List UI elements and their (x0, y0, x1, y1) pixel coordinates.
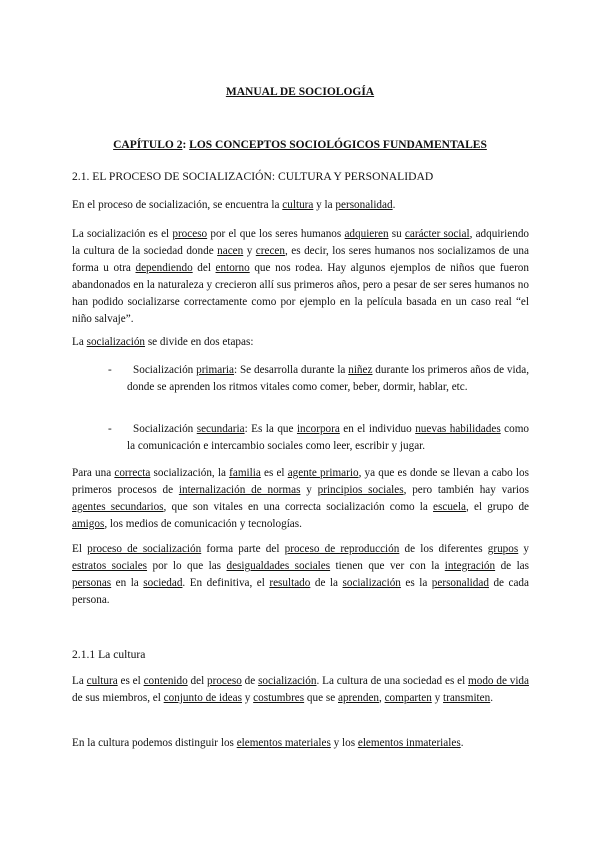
underlined-term: grupos (487, 543, 519, 555)
text-run: En la cultura podemos distinguir los (72, 737, 237, 749)
underlined-term: crecen (255, 245, 285, 257)
paragraph-socialization-definition (72, 226, 529, 328)
text-run: tienen que ver con la (330, 560, 445, 572)
underlined-term: socialización (258, 675, 317, 687)
underlined-term: entorno (215, 262, 250, 274)
underlined-term: secundaria (196, 423, 245, 435)
text-run: de sus miembros, el (72, 692, 164, 704)
underlined-term: familia (229, 467, 261, 479)
underlined-term: niñez (348, 364, 373, 376)
underlined-term: nacen (217, 245, 244, 257)
paragraph-reproduction (72, 541, 529, 609)
underlined-term: escuela (433, 501, 466, 513)
underlined-term: internalización de normas (178, 484, 301, 496)
chapter-colon: : (182, 139, 190, 151)
list-item-secondary (127, 421, 529, 455)
text-run: es la (400, 577, 432, 589)
underlined-term: elementos inmateriales (357, 737, 461, 749)
underlined-term: conjunto de ideas (163, 692, 242, 704)
text-run: su (388, 228, 405, 240)
text-run: por el que los seres humanos (207, 228, 345, 240)
underlined-term: estratos sociales (72, 560, 148, 572)
underlined-term: dependiendo (135, 262, 193, 274)
underlined-term: incorpora (296, 423, 340, 435)
text-run: La (72, 336, 87, 348)
text-run: , pero también hay varios (403, 484, 529, 496)
text-run: y (300, 484, 318, 496)
text-run: , los medios de comunicación y tecnologías. (104, 518, 302, 530)
text-run: , ya que es donde se llevan a cabo los primeros procesos de (72, 467, 529, 496)
text-run: . (460, 737, 464, 749)
text-run: . (490, 692, 494, 704)
underlined-term: sociedad (143, 577, 183, 589)
text-run: . (392, 199, 396, 211)
text-run: : Es la que (244, 423, 297, 435)
list-bullet: - (108, 364, 112, 376)
list-bullet: - (108, 423, 112, 435)
text-run: El (72, 543, 88, 555)
chapter-name: LOS CONCEPTOS SOCIOLÓGICOS FUNDAMENTALES (189, 139, 487, 151)
text-run: Socialización (133, 364, 197, 376)
document-title: MANUAL DE SOCIOLOGÍA (225, 86, 375, 98)
underlined-term: integración (444, 560, 496, 572)
text-run: , que son vitales en una correcta socialización como la (163, 501, 434, 513)
underlined-term: desigualdades sociales (226, 560, 331, 572)
paragraph-stages (72, 334, 529, 351)
chapter-heading (72, 137, 528, 154)
text-run: La (72, 675, 87, 687)
underlined-term: proceso (207, 675, 242, 687)
underlined-term: proceso (172, 228, 208, 240)
text-run: y (518, 543, 529, 555)
underlined-term: resultado (269, 577, 311, 589)
text-run: en la (111, 577, 144, 589)
text-run: y los (330, 737, 358, 749)
text-run: de (241, 675, 259, 687)
text-run: La socialización es el (72, 228, 173, 240)
paragraph-culture-definition (72, 673, 529, 707)
text-run: En el proceso de socialización, se encuentra la (72, 199, 283, 211)
text-run: es el (260, 467, 288, 479)
underlined-term: agente primario (287, 467, 359, 479)
underlined-term: agentes secundarios (72, 501, 164, 513)
underlined-term: cultura (282, 199, 314, 211)
text-run: , (379, 692, 385, 704)
underlined-term: amigos (72, 518, 105, 530)
text-run: : Se desarrolla durante la (234, 364, 349, 376)
chapter-label: CAPÍTULO 2 (113, 139, 183, 151)
underlined-term: personalidad (431, 577, 489, 589)
underlined-term: elementos materiales (236, 737, 331, 749)
underlined-term: adquieren (344, 228, 389, 240)
underlined-term: correcta (114, 467, 151, 479)
section-heading-2-1: 2.1. EL PROCESO DE SOCIALIZACIÓN: CULTURA Y PERSONALIDAD (72, 170, 434, 183)
underlined-term: contenido (143, 675, 188, 687)
underlined-term: personas (72, 577, 112, 589)
underlined-term: personalidad (335, 199, 393, 211)
text-run: del (192, 262, 216, 274)
paragraph-agents (72, 465, 529, 533)
text-run: de la (310, 577, 343, 589)
underlined-term: proceso de socialización (87, 543, 202, 555)
underlined-term: nuevas habilidades (415, 423, 501, 435)
text-run: , adquiriendo la cultura de la sociedad donde (72, 228, 530, 257)
underlined-term: costumbres (253, 692, 305, 704)
text-run: como la comunicación e intercambio sociales como leer, escribir y jugar. (127, 423, 530, 452)
text-run: durante los primeros años de vida, donde se aprenden los ritmos vitales como comer, beber, dormir, hablar, etc. (127, 364, 529, 393)
underlined-term: aprenden (338, 692, 379, 704)
text-run: en el individuo (339, 423, 416, 435)
underlined-term: socialización (86, 336, 146, 348)
text-run: socialización, la (150, 467, 230, 479)
text-run: Socialización (133, 423, 197, 435)
text-run: es el (117, 675, 144, 687)
underlined-term: proceso de reproducción (284, 543, 400, 555)
paragraph-elements (72, 735, 529, 752)
underlined-term: modo de vida (468, 675, 529, 687)
text-run: del (187, 675, 208, 687)
underlined-term: carácter social (404, 228, 470, 240)
text-run: . La cultura de una sociedad es el (316, 675, 469, 687)
text-run: y (241, 692, 254, 704)
text-run: por lo que las (147, 560, 227, 572)
text-run: . En definitiva, el (182, 577, 270, 589)
text-run: Para una (72, 467, 115, 479)
paragraph-intro (72, 197, 529, 214)
underlined-term: comparten (384, 692, 432, 704)
list-item-primary (127, 362, 529, 396)
text-run: , el grupo de (465, 501, 530, 513)
underlined-term: primaria (196, 364, 235, 376)
text-run: de los diferentes (399, 543, 488, 555)
text-run: , es decir, los seres humanos nos socializamos de una forma u otra (72, 245, 529, 274)
section-heading-2-1-1: 2.1.1 La cultura (72, 648, 146, 661)
text-run: y la (313, 199, 336, 211)
text-run: y (243, 245, 256, 257)
text-run: y (431, 692, 443, 704)
text-run: de cada persona. (72, 577, 529, 606)
underlined-term: transmiten (443, 692, 491, 704)
text-run: forma parte del (201, 543, 285, 555)
underlined-term: socialización (342, 577, 401, 589)
text-run: se divide en dos etapas: (145, 336, 254, 348)
underlined-term: cultura (86, 675, 118, 687)
text-run: que se (304, 692, 338, 704)
text-run: de las (495, 560, 530, 572)
underlined-term: principios sociales (317, 484, 404, 496)
text-run: que nos rodea. Hay algunos ejemplos de niños que fueron abandonados en la naturaleza y crecieron allí sus primeros años, pero a pesar de ser seres humanos no han podido socializarse correctamente como por ejemplo en la película basada en un caso real “el niño salvaje”. (72, 262, 529, 325)
